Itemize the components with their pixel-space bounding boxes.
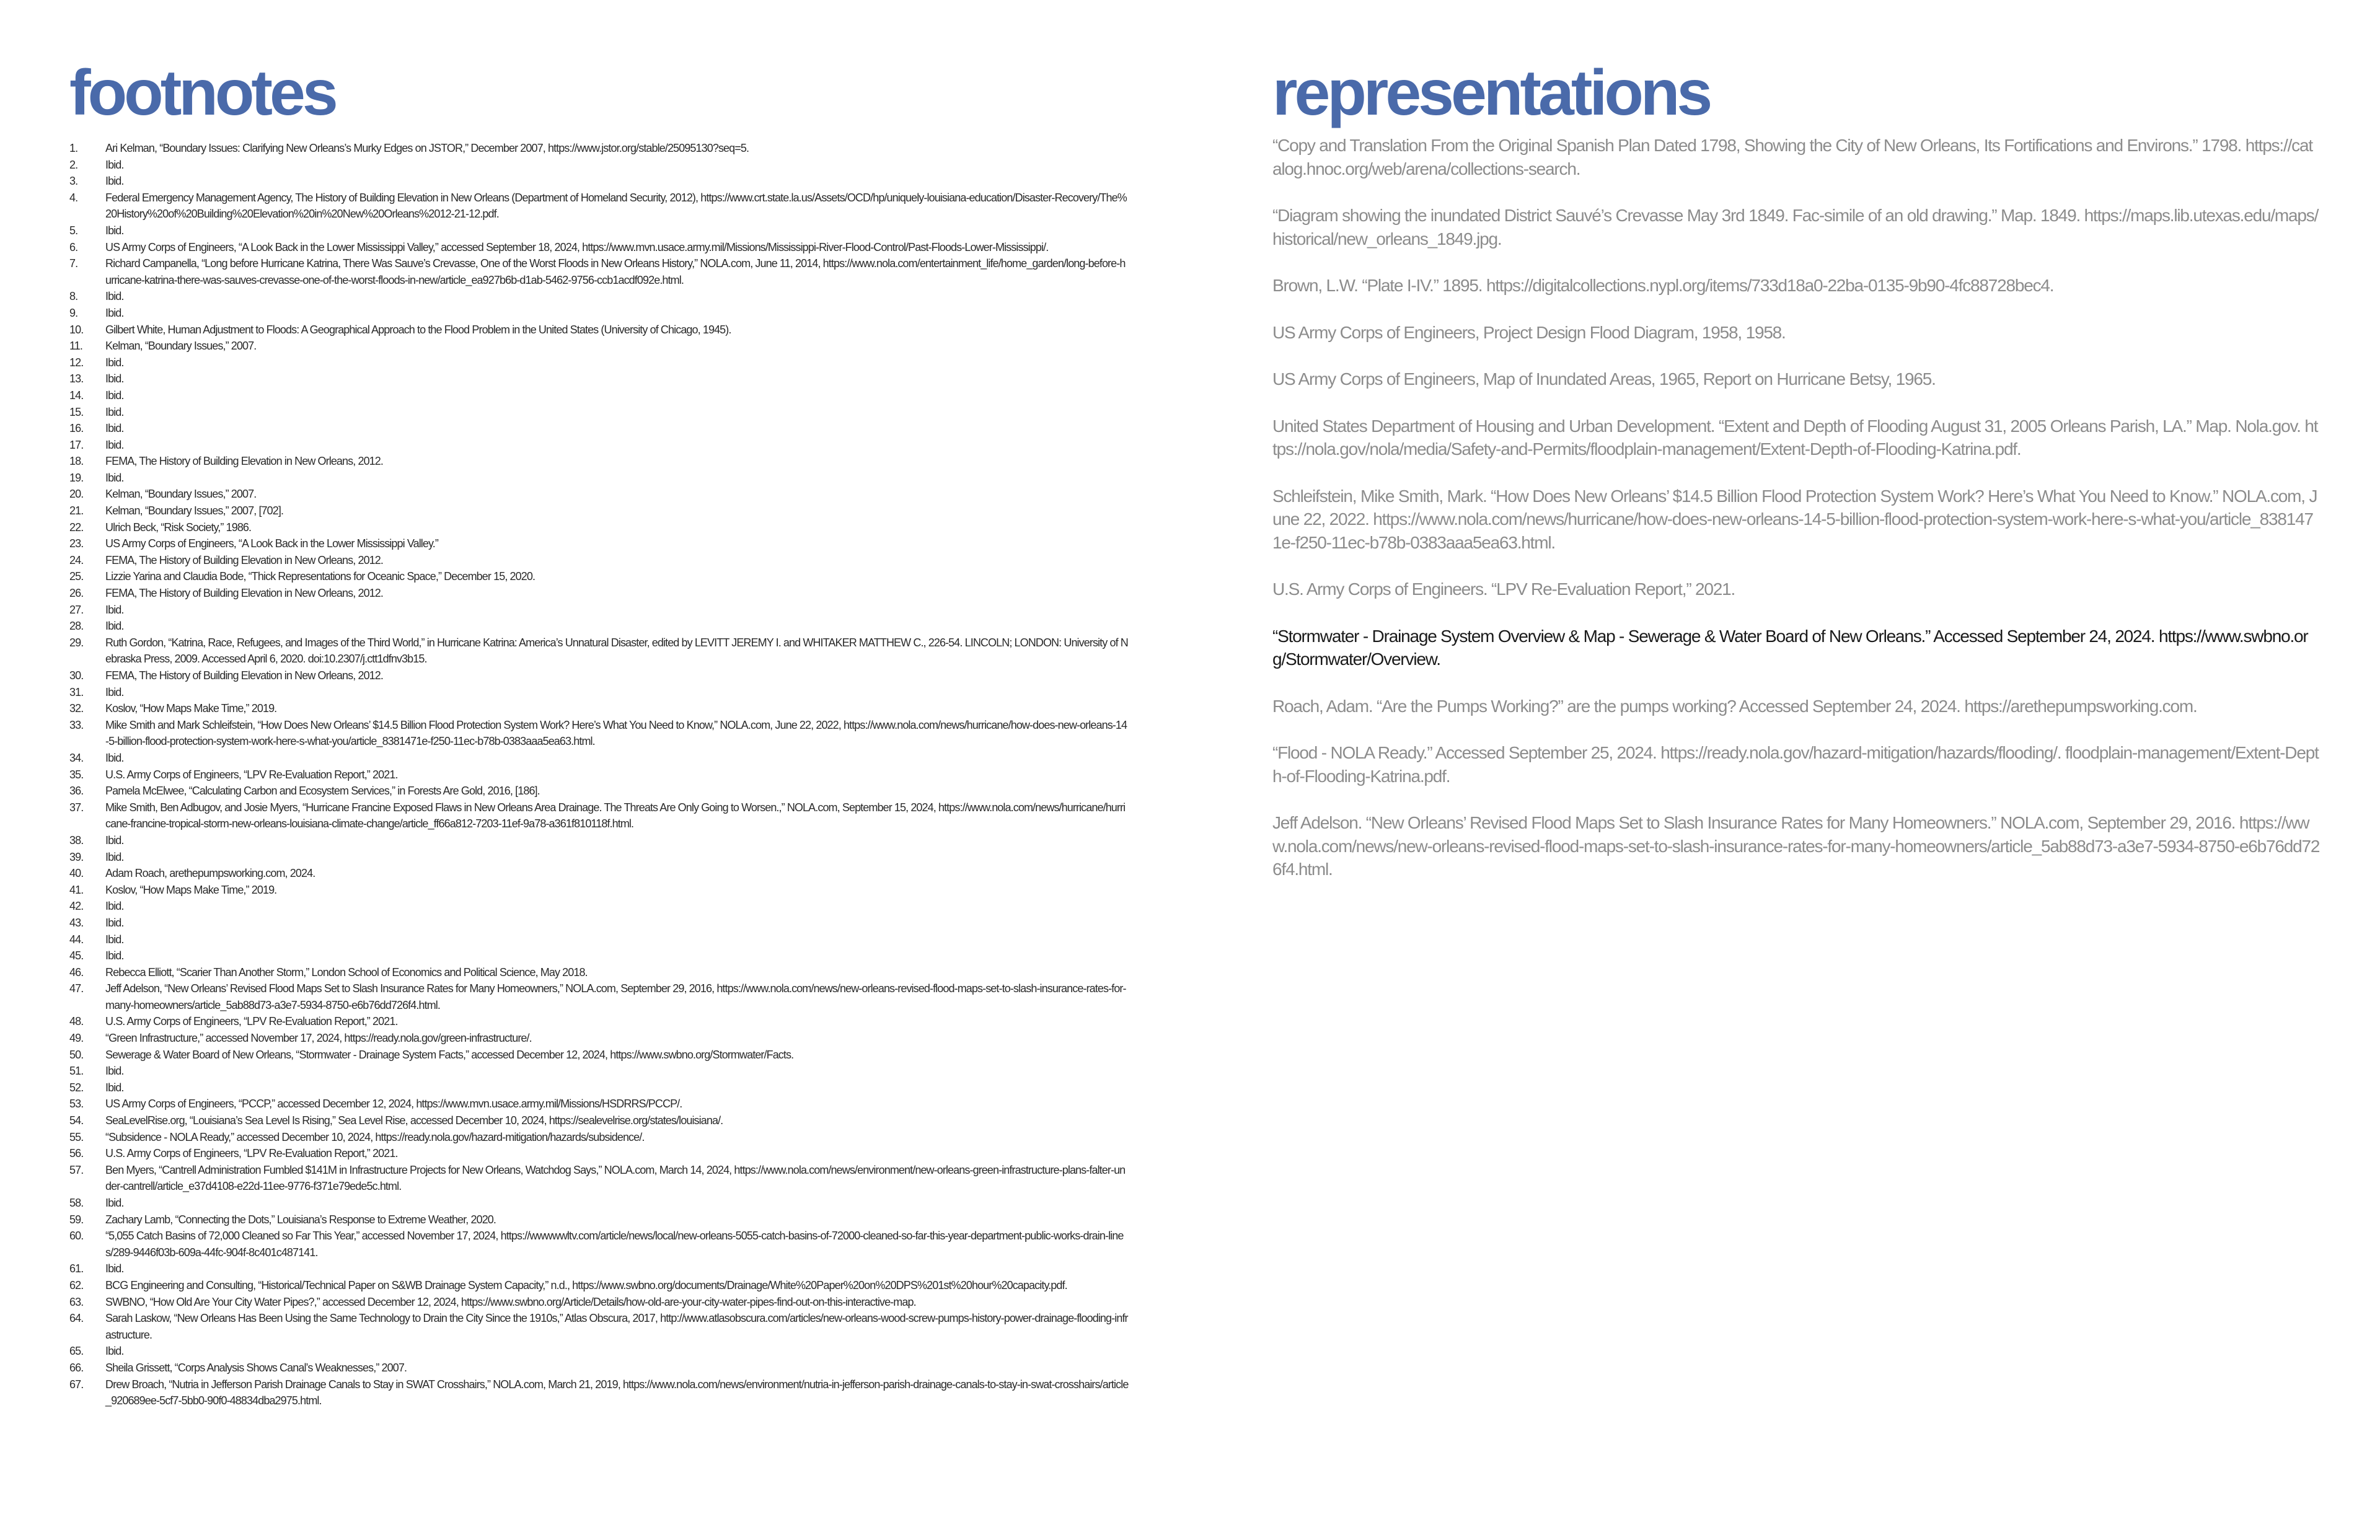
footnote-number: 67. xyxy=(69,1378,84,1391)
footnote-number: 53. xyxy=(69,1098,84,1111)
footnote-text: Ibid. xyxy=(105,900,124,913)
footnote-text: U.S. Army Corps of Engineers, “LPV Re-Evaluation Report,” 2021. xyxy=(105,768,398,781)
footnote-item xyxy=(69,964,1129,981)
footnote-item xyxy=(69,1261,1129,1277)
footnote-item xyxy=(69,717,1129,750)
footnote-number: 36. xyxy=(69,785,84,798)
representations-list xyxy=(1272,134,2320,905)
representation-entry: Roach, Adam. “Are the Pumps Working?” are the pumps working? Accessed September 24, 2024. https://arethepumpsworking.com. xyxy=(1272,696,2197,716)
footnote-item xyxy=(69,354,1129,371)
footnotes-list xyxy=(69,140,1129,1409)
footnote-number: 28. xyxy=(69,620,84,633)
footnote-item xyxy=(69,700,1129,717)
footnote-text: SWBNO, “How Old Are Your City Water Pipes?,” accessed December 12, 2024, https://www.swbno.org/Article/Details/how-old-are-your-city-water-pipes-find-out-on-this-interactive-map. xyxy=(105,1295,916,1308)
footnote-item xyxy=(69,585,1129,602)
footnote-number: 26. xyxy=(69,587,84,600)
footnote-number: 3. xyxy=(69,175,78,188)
footnote-item xyxy=(69,1310,1129,1343)
footnote-number: 5. xyxy=(69,224,78,237)
footnote-text: Koslov, “How Maps Make Time,” 2019. xyxy=(105,883,277,896)
footnote-item xyxy=(69,1030,1129,1047)
footnote-item xyxy=(69,898,1129,915)
footnote-item xyxy=(69,239,1129,256)
footnote-text: Jeff Adelson, “New Orleans’ Revised Flood Maps Set to Slash Insurance Rates for Many Homeowners,” NOLA.com, September 29, 2016, https://www.nola.com/news/new-orleans-revised-flood-maps-set-to-slash-insurance-rates-for-many-homeowners/article_5ab88d73-a3e7-5934-8750-e6b76dd726f4.html. xyxy=(105,982,1126,1011)
footnote-number: 61. xyxy=(69,1262,84,1275)
footnote-number: 44. xyxy=(69,933,84,946)
representation-entry: U.S. Army Corps of Engineers. “LPV Re-Evaluation Report,” 2021. xyxy=(1272,579,1735,599)
footnote-number: 34. xyxy=(69,751,84,764)
footnote-item xyxy=(69,470,1129,486)
footnote-number: 41. xyxy=(69,883,84,896)
footnote-text: Ibid. xyxy=(105,1065,124,1078)
footnote-item xyxy=(69,1376,1129,1409)
footnote-text: Kelman, “Boundary Issues,” 2007, [702]. xyxy=(105,504,284,517)
footnote-number: 35. xyxy=(69,768,84,781)
footnote-number: 12. xyxy=(69,356,84,369)
footnote-item xyxy=(69,157,1129,174)
representation-entry: US Army Corps of Engineers, Map of Inundated Areas, 1965, Report on Hurricane Betsy, 1965. xyxy=(1272,369,1936,389)
footnote-number: 59. xyxy=(69,1213,84,1226)
footnote-number: 37. xyxy=(69,801,84,814)
footnote-number: 45. xyxy=(69,949,84,962)
footnote-text: Ibid. xyxy=(105,949,124,962)
footnote-number: 43. xyxy=(69,916,84,929)
footnote-item xyxy=(69,404,1129,421)
footnote-text: Mike Smith, Ben Adbugov, and Josie Myers, “Hurricane Francine Exposed Flaws in New Orleans Area Drainage. The Threats Are Only Going to Worsen.,” NOLA.com, September 15, 2024, https://www.nola.com/news/hurricane/hurricane-francine-tropical-storm-new-orleans-louisiana-climate-change/article_ff66a812-7203-11ef-9a78-a361f810118f.html. xyxy=(105,801,1126,830)
footnote-number: 6. xyxy=(69,240,78,253)
footnote-item xyxy=(69,387,1129,404)
footnote-text: Ibid. xyxy=(105,1345,124,1358)
footnote-text: Ibid. xyxy=(105,290,124,303)
footnote-text: FEMA, The History of Building Elevation in New Orleans, 2012. xyxy=(105,587,384,600)
footnote-item xyxy=(69,535,1129,552)
footnote-number: 65. xyxy=(69,1345,84,1358)
footnote-item xyxy=(69,832,1129,849)
footnote-item xyxy=(69,684,1129,701)
footnote-text: Gilbert White, Human Adjustment to Floods: A Geographical Approach to the Flood Problem in the United States (University of Chicago, 1945). xyxy=(105,323,731,336)
footnote-item xyxy=(69,437,1129,454)
footnote-item xyxy=(69,1145,1129,1162)
footnote-text: US Army Corps of Engineers, “A Look Back in the Lower Mississippi Valley,” accessed September 18, 2024, https://www.mvn.usace.army.mil/Missions/Mississippi-River-Flood-Control/Past-Floods-Lower-Mississippi/. xyxy=(105,240,1049,253)
footnote-text: Ibid. xyxy=(105,438,124,451)
footnote-text: US Army Corps of Engineers, “A Look Back in the Lower Mississippi Valley.” xyxy=(105,537,438,550)
footnote-number: 23. xyxy=(69,537,84,550)
footnote-text: Ibid. xyxy=(105,471,124,484)
footnote-text: Ibid. xyxy=(105,158,124,171)
footnote-item xyxy=(69,948,1129,964)
footnote-item xyxy=(69,865,1129,882)
representation-entry: Brown, L.W. “Plate I-IV.” 1895. https://digitalcollections.nypl.org/items/733d18a0-22ba-0135-9b90-4fc88728bec4. xyxy=(1272,276,2054,295)
representation-entry: United States Department of Housing and Urban Development. “Extent and Depth of Flooding August 31, 2005 Orleans Parish, LA.” Map. Nola.gov. https://nola.gov/nola/media/Safety-and-Permits/floodplain-management/Extent-Depth-of-Flooding-Katrina.pdf. xyxy=(1272,416,2318,459)
footnote-number: 2. xyxy=(69,158,78,171)
footnote-item xyxy=(69,1228,1129,1261)
footnote-item xyxy=(69,783,1129,799)
footnote-item xyxy=(69,618,1129,635)
footnote-item xyxy=(69,849,1129,866)
footnote-number: 63. xyxy=(69,1295,84,1308)
footnote-number: 42. xyxy=(69,900,84,913)
footnote-item xyxy=(69,1080,1129,1096)
footnote-text: Ibid. xyxy=(105,685,124,698)
footnote-text: Ibid. xyxy=(105,603,124,616)
footnote-text: FEMA, The History of Building Elevation in New Orleans, 2012. xyxy=(105,553,384,566)
footnote-number: 14. xyxy=(69,389,84,402)
footnote-number: 8. xyxy=(69,290,78,303)
footnote-text: Ibid. xyxy=(105,916,124,929)
footnote-text: Pamela McElwee, “Calculating Carbon and Ecosystem Services,” in Forests Are Gold, 2016, [186]. xyxy=(105,785,540,798)
footnote-item xyxy=(69,173,1129,190)
footnote-item xyxy=(69,255,1129,288)
footnote-number: 4. xyxy=(69,191,78,204)
footnote-item xyxy=(69,1195,1129,1212)
footnote-text: Richard Campanella, “Long before Hurricane Katrina, There Was Sauve’s Crevasse, One of the Worst Floods in New Orleans History,” NOLA.com, June 11, 2014, https://www.nola.com/entertainment_life/home_garden/long-before-hurricane-katrina-there-was-sauves-crevasse-one-of-the-worst-floods-in-new/article_ea927b6b-d1ab-5462-9756-ccb1acdf092e.html. xyxy=(105,257,1126,286)
representations-page xyxy=(1190,0,2380,1540)
footnote-text: Sarah Laskow, “New Orleans Has Been Using the Same Technology to Drain the City Since the 1910s,” Atlas Obscura, 2017, http://www.atlasobscura.com/articles/new-orleans-wood-screw-pumps-history-power-drainage-flooding-infrastructure. xyxy=(105,1312,1128,1341)
footnote-number: 46. xyxy=(69,966,84,979)
representation-entry: Schleifstein, Mike Smith, Mark. “How Does New Orleans’ $14.5 Billion Flood Protection System Work? Here’s What You Need to Know.” NOLA.com, June 22, 2022. https://www.nola.com/news/hurricane/how-does-new-orleans-14-5-billion-flood-protection-system-work-here-s-what-you/article_8381471e-f250-11ec-b78b-0383aaa5ea63.html. xyxy=(1272,486,2317,552)
footnote-text: Ibid. xyxy=(105,850,124,863)
footnote-item xyxy=(69,602,1129,618)
footnote-number: 66. xyxy=(69,1361,84,1374)
footnote-number: 17. xyxy=(69,438,84,451)
footnote-text: FEMA, The History of Building Elevation in New Orleans, 2012. xyxy=(105,669,384,682)
footnote-item xyxy=(69,1063,1129,1080)
footnote-item xyxy=(69,635,1129,667)
footnote-number: 48. xyxy=(69,1015,84,1028)
footnote-number: 18. xyxy=(69,455,84,468)
footnote-text: Ibid. xyxy=(105,620,124,633)
footnote-item xyxy=(69,799,1129,832)
footnote-item xyxy=(69,1360,1129,1376)
footnote-number: 49. xyxy=(69,1032,84,1045)
footnote-text: Ibid. xyxy=(105,306,124,319)
representation-entry: “Copy and Translation From the Original Spanish Plan Dated 1798, Showing the City of New Orleans, Its Fortifications and Environs.” 1798. https://catalog.hnoc.org/web/arena/collections-search. xyxy=(1272,136,2312,178)
footnote-item xyxy=(69,222,1129,239)
footnote-text: Ari Kelman, “Boundary Issues: Clarifying New Orleans’s Murky Edges on JSTOR,” December 2007, https://www.jstor.org/stable/25095130?seq=5. xyxy=(105,142,749,154)
footnote-number: 20. xyxy=(69,488,84,501)
footnote-text: Ibid. xyxy=(105,1262,124,1275)
footnote-item xyxy=(69,503,1129,519)
footnote-text: Rebecca Elliott, “Scarier Than Another Storm,” London School of Economics and Political Science, May 2018. xyxy=(105,966,588,979)
footnote-number: 56. xyxy=(69,1147,84,1160)
footnote-item xyxy=(69,568,1129,585)
footnote-number: 47. xyxy=(69,982,84,995)
footnote-text: Drew Broach, “Nutria in Jefferson Parish Drainage Canals to Stay in SWAT Crosshairs,” NOLA.com, March 21, 2019, https://www.nola.com/news/environment/nutria-in-jefferson-parish-drainage-canals-to-stay-in-swat-crosshairs/article_920689ee-5cf7-5bb0-90f0-48834dba2975.html. xyxy=(105,1378,1129,1407)
footnote-number: 19. xyxy=(69,471,84,484)
footnote-text: Ulrich Beck, “Risk Society,” 1986. xyxy=(105,521,252,534)
footnote-number: 50. xyxy=(69,1048,84,1061)
footnote-item xyxy=(69,1343,1129,1360)
footnote-text: Sheila Grissett, “Corps Analysis Shows Canal’s Weaknesses,” 2007. xyxy=(105,1361,407,1374)
footnote-text: SeaLevelRise.org, “Louisiana’s Sea Level Is Rising,” Sea Level Rise, accessed December 10, 2024, https://sealevelrise.org/states/louisiana/. xyxy=(105,1114,723,1127)
representation-entry: “Diagram showing the inundated District Sauvé’s Crevasse May 3rd 1849. Fac-simile of an old drawing.” Map. 1849. https://maps.lib.utexas.edu/maps/ historical/new_orleans_1849.jpg. xyxy=(1272,206,2319,249)
footnote-item xyxy=(69,453,1129,470)
representation-entry: Jeff Adelson. “New Orleans’ Revised Flood Maps Set to Slash Insurance Rates for Many Homeowners.” NOLA.com, September 29, 2016. https://www.nola.com/news/new-orleans-revised-flood-maps-set-to-slash-insurance-rates-for-many-homeowners/article_5ab88d73-a3e7-5934-8750-e6b76dd726f4.html. xyxy=(1272,813,2320,879)
footnote-item xyxy=(69,190,1129,222)
footnote-text: Ben Myers, “Cantrell Administration Fumbled $141M in Infrastructure Projects for New Orleans, Watchdog Says,” NOLA.com, March 14, 2024, https://www.nola.com/news/environment/new-orleans-green-infrastructure-plans-falter-under-cantrell/article_e37d4108-e22d-11ee-9776-f371e79ede5c.html. xyxy=(105,1163,1126,1193)
footnote-item xyxy=(69,750,1129,767)
footnote-number: 33. xyxy=(69,718,84,731)
footnote-text: Ibid. xyxy=(105,834,124,847)
footnote-text: Kelman, “Boundary Issues,” 2007. xyxy=(105,340,257,353)
footnote-item xyxy=(69,1294,1129,1311)
footnote-item xyxy=(69,1162,1129,1195)
footnotes-heading: footnotes xyxy=(69,57,335,129)
footnote-text: Ibid. xyxy=(105,224,124,237)
footnote-item xyxy=(69,1013,1129,1030)
footnote-text: Ibid. xyxy=(105,933,124,946)
footnote-item xyxy=(69,915,1129,931)
footnote-item xyxy=(69,980,1129,1013)
footnote-text: FEMA, The History of Building Elevation in New Orleans, 2012. xyxy=(105,455,384,468)
footnote-item xyxy=(69,1277,1129,1294)
footnote-text: Federal Emergency Management Agency, The History of Building Elevation in New Orleans (Department of Homeland Security, 2012), https://www.crt.state.la.us/Assets/OCD/hp/uniquely-louisiana-education/Disaster-Recovery/The%20History%20of%20Building%20Elevation%20in%20New%20Orleans%2012-21-12.pdf. xyxy=(105,191,1127,221)
footnote-number: 32. xyxy=(69,702,84,715)
footnote-item xyxy=(69,767,1129,783)
footnote-item xyxy=(69,1212,1129,1228)
footnote-number: 39. xyxy=(69,850,84,863)
footnote-number: 60. xyxy=(69,1230,84,1243)
footnote-text: U.S. Army Corps of Engineers, “LPV Re-Evaluation Report,” 2021. xyxy=(105,1015,398,1028)
footnote-text: Sewerage & Water Board of New Orleans, “Stormwater - Drainage System Facts,” accessed December 12, 2024, https://www.swbno.org/Stormwater/Facts. xyxy=(105,1048,794,1061)
footnote-number: 58. xyxy=(69,1197,84,1209)
footnote-number: 13. xyxy=(69,372,84,385)
footnote-item xyxy=(69,667,1129,684)
footnote-number: 27. xyxy=(69,603,84,616)
representations-heading: representations xyxy=(1272,57,1710,129)
footnote-item xyxy=(69,371,1129,387)
footnote-item xyxy=(69,552,1129,569)
footnote-item xyxy=(69,338,1129,354)
footnote-item xyxy=(69,305,1129,322)
footnote-number: 1. xyxy=(69,142,78,154)
footnote-text: Ibid. xyxy=(105,175,124,188)
footnote-text: “Subsidence - NOLA Ready,” accessed December 10, 2024, https://ready.nola.gov/hazard-mitigation/hazards/subsidence/. xyxy=(105,1130,645,1143)
footnote-text: Ibid. xyxy=(105,1081,124,1094)
footnote-text: Ibid. xyxy=(105,356,124,369)
representation-entry: “Stormwater - Drainage System Overview & Map - Sewerage & Water Board of New Orleans.” Accessed September 24, 2024. https://www.swbno.org/Stormwater/Overview. xyxy=(1272,626,2308,669)
footnote-number: 29. xyxy=(69,636,84,649)
footnote-text: Ibid. xyxy=(105,1197,124,1209)
footnote-number: 25. xyxy=(69,570,84,583)
footnote-number: 9. xyxy=(69,306,78,319)
footnote-text: Ibid. xyxy=(105,422,124,435)
footnote-number: 30. xyxy=(69,669,84,682)
footnote-text: “5,055 Catch Basins of 72,000 Cleaned so Far This Year,” accessed November 17, 2024, https://wwwwwltv.com/article/news/local/new-orleans-5055-catch-basins-of-72000-cleaned-so-far-this-year-department-public-works-drain-lines/289-9446f03b-609a-44fc-904f-8c401c487141. xyxy=(105,1230,1124,1259)
footnote-number: 16. xyxy=(69,422,84,435)
footnote-text: Adam Roach, arethepumpsworking.com, 2024. xyxy=(105,867,315,880)
footnote-text: Ibid. xyxy=(105,372,124,385)
representation-entry: US Army Corps of Engineers, Project Design Flood Diagram, 1958, 1958. xyxy=(1272,322,1786,342)
footnote-number: 55. xyxy=(69,1130,84,1143)
footnote-text: Kelman, “Boundary Issues,” 2007. xyxy=(105,488,257,501)
footnote-number: 54. xyxy=(69,1114,84,1127)
footnote-number: 62. xyxy=(69,1278,84,1291)
footnote-text: Ibid. xyxy=(105,389,124,402)
footnote-number: 10. xyxy=(69,323,84,336)
footnote-text: Ruth Gordon, “Katrina, Race, Refugees, and Images of the Third World,” in Hurricane Katrina: America’s Unnatural Disaster, edited by LEVITT JEREMY I. and WHITAKER MATTHEW C., 226-54. LINCOLN; LONDON: University of Nebraska Press, 2009. Accessed April 6, 2020. doi:10.2307/j.ctt1dfnv3b15. xyxy=(105,636,1128,666)
footnote-item xyxy=(69,322,1129,338)
footnote-number: 22. xyxy=(69,521,84,534)
footnote-item xyxy=(69,486,1129,503)
footnote-item xyxy=(69,140,1129,157)
footnote-text: Zachary Lamb, “Connecting the Dots,” Louisiana’s Response to Extreme Weather, 2020. xyxy=(105,1213,496,1226)
footnote-item xyxy=(69,519,1129,536)
footnote-number: 57. xyxy=(69,1163,84,1176)
footnote-number: 11. xyxy=(69,340,82,353)
footnote-item xyxy=(69,1129,1129,1146)
footnote-item xyxy=(69,420,1129,437)
footnote-number: 38. xyxy=(69,834,84,847)
footnote-text: Lizzie Yarina and Claudia Bode, “Thick Representations for Oceanic Space,” December 15, 2020. xyxy=(105,570,536,583)
footnote-number: 52. xyxy=(69,1081,84,1094)
representation-entry: “Flood - NOLA Ready.” Accessed September 25, 2024. https://ready.nola.gov/hazard-mitigation/hazards/flooding/. floodplain-management/Extent-Depth-of-Flooding-Katrina.pdf. xyxy=(1272,743,2319,786)
footnote-number: 24. xyxy=(69,553,84,566)
footnote-number: 15. xyxy=(69,405,84,418)
footnote-number: 21. xyxy=(69,504,84,517)
footnote-text: “Green Infrastructure,” accessed November 17, 2024, https://ready.nola.gov/green-infrastructure/. xyxy=(105,1032,532,1045)
footnote-text: Ibid. xyxy=(105,405,124,418)
footnote-number: 64. xyxy=(69,1312,84,1325)
footnote-number: 7. xyxy=(69,257,78,270)
footnote-item xyxy=(69,1112,1129,1129)
footnote-text: U.S. Army Corps of Engineers, “LPV Re-Evaluation Report,” 2021. xyxy=(105,1147,398,1160)
footnote-number: 51. xyxy=(69,1065,84,1078)
footnote-text: Mike Smith and Mark Schleifstein, “How Does New Orleans’ $14.5 Billion Flood Protection System Work? Here’s What You Need to Know,” NOLA.com, June 22, 2022, https://www.nola.com/news/hurricane/how-does-new-orleans-14-5-billion-flood-protection-system-work-here-s-what-you/article_8381471e-f250-11ec-b78b-0383aaa5ea63.html. xyxy=(105,718,1127,748)
footnote-number: 31. xyxy=(69,685,84,698)
footnote-text: US Army Corps of Engineers, “PCCP,” accessed December 12, 2024, https://www.mvn.usace.army.mil/Missions/HSDRRS/PCCP/. xyxy=(105,1098,682,1111)
footnote-text: BCG Engineering and Consulting, “Historical/Technical Paper on S&WB Drainage System Capacity,” n.d., https://www.swbno.org/documents/Drainage/White%20Paper%20on%20DPS%201st%20hour%20capacity.pdf. xyxy=(105,1278,1067,1291)
footnote-item xyxy=(69,882,1129,899)
footnote-text: Koslov, “How Maps Make Time,” 2019. xyxy=(105,702,277,715)
footnote-number: 40. xyxy=(69,867,84,880)
footnote-item xyxy=(69,288,1129,305)
footnote-item xyxy=(69,1096,1129,1112)
footnote-item xyxy=(69,1047,1129,1063)
footnote-text: Ibid. xyxy=(105,751,124,764)
footnote-item xyxy=(69,931,1129,948)
